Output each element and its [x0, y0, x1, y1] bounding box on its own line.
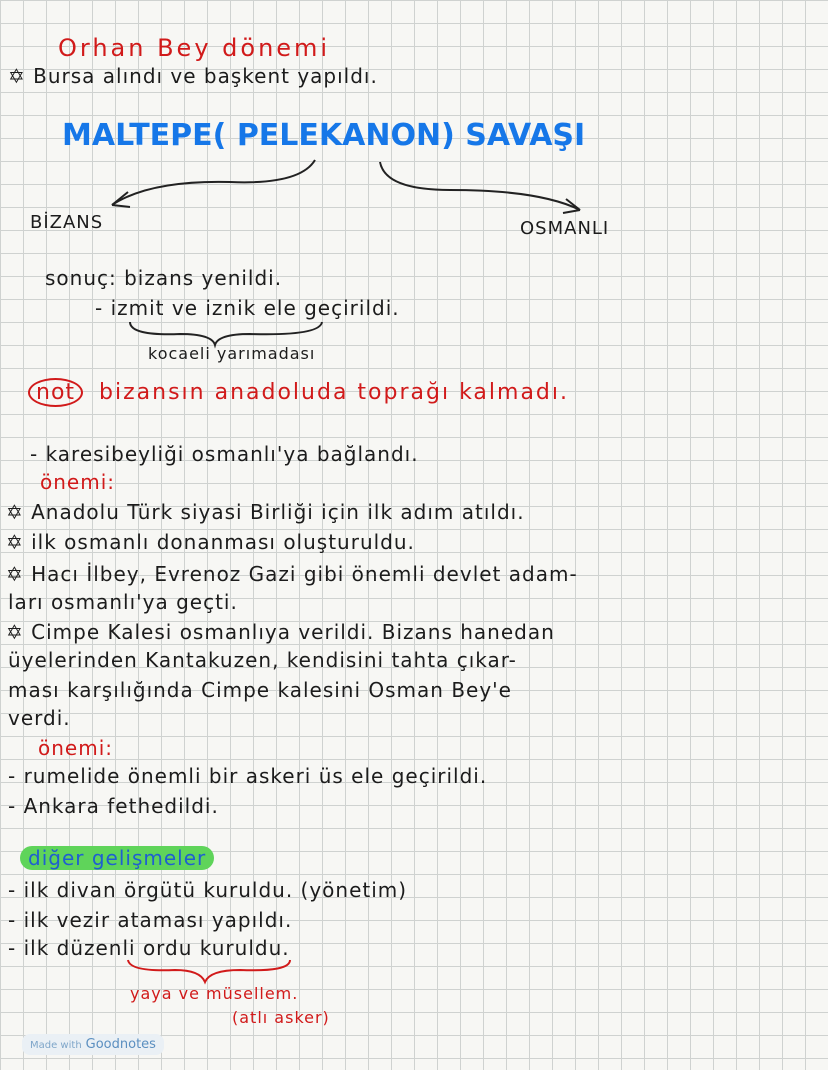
line-anadolu: ✡ Anadolu Türk siyasi Birliği için ilk adım atıldı. [6, 500, 525, 524]
line-bursa: ✡ Bursa alındı ve başkent yapıldı. [8, 64, 378, 88]
line-atli: (atlı asker) [232, 1008, 330, 1027]
line-karesi: - karesibeyliği osmanlı'ya bağlandı. [30, 442, 419, 466]
onemi-heading-2: önemi: [38, 736, 113, 760]
war-heading: MALTEPE( PELEKANON) SAVAŞI [62, 118, 586, 153]
brace-yaya [128, 960, 290, 982]
line-haci-2: ları osmanlı'ya geçti. [8, 590, 238, 614]
made-with-text: Made with [30, 1040, 82, 1051]
onemi-heading-1: önemi: [40, 470, 115, 494]
line-cimpe-4: verdi. [8, 706, 71, 730]
highlight-diger: diğer gelişmeler [20, 846, 214, 870]
line-cimpe-3: ması karşılığında Cimpe kalesini Osman Bey'e [8, 678, 512, 702]
note-line [28, 380, 569, 405]
brace-kocaeli [130, 322, 322, 345]
line-vezir: - ilk vezir ataması yapıldı. [8, 908, 293, 932]
arrow-to-bizans [112, 160, 315, 205]
line-divan: - ilk divan örgütü kuruldu. (yönetim) [8, 878, 408, 902]
line-cimpe-1: ✡ Cimpe Kalesi osmanlıya verildi. Bizans hanedan [6, 620, 555, 644]
line-rumeli: - rumelide önemli bir askeri üs ele geçirildi. [8, 764, 488, 788]
line-kocaeli: kocaeli yarımadası [148, 344, 316, 363]
line-izmit: - izmit ve iznik ele geçirildi. [95, 296, 400, 320]
label-bizans: BİZANS [30, 212, 104, 233]
line-yaya: yaya ve müsellem. [130, 984, 299, 1003]
arrow-to-osmanli [380, 162, 580, 210]
not-text: bizansın anadoluda toprağı kalmadı. [99, 380, 569, 405]
not-circle: not [28, 378, 83, 407]
line-haci-1: ✡ Hacı İlbey, Evrenoz Gazi gibi önemli devlet adam- [6, 562, 578, 586]
goodnotes-brand: Goodnotes [85, 1037, 156, 1052]
line-ordu: - ilk düzenli ordu kuruldu. [8, 936, 290, 960]
diger-heading [20, 846, 214, 870]
line-sonuc: sonuç: bizans yenildi. [45, 266, 283, 290]
line-donanma: ✡ ilk osmanlı donanması oluşturuldu. [6, 530, 415, 554]
line-cimpe-2: üyelerinden Kantakuzen, kendisini tahta çıkar- [8, 648, 517, 672]
made-with-badge [22, 1034, 164, 1055]
line-ankara: - Ankara fethedildi. [8, 794, 219, 818]
label-osmanli: OSMANLI [520, 218, 610, 239]
page-title: Orhan Bey dönemi [58, 34, 331, 62]
